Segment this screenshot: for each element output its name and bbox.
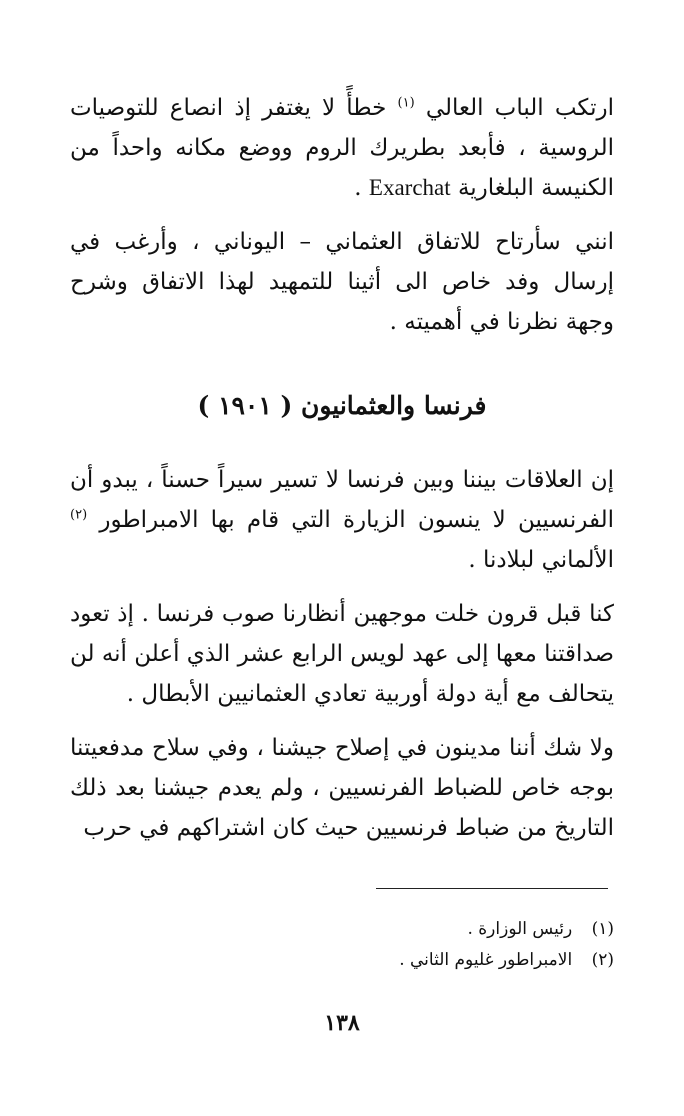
latin-term: Exarchat [368,175,451,200]
paragraph-1-text-a: ارتكب الباب العالي [425,95,615,121]
paragraph-5: ولا شك أننا مدينون في إصلاح جيشنا ، وفي سلاح مدفعيتنا بوجه خاص للضباط الفرنسيين ، ولم يعدم جيشنا بعد ذلك التاريخ من ضباط فرنسيين حيث كان اشتراكهم في حرب [70,735,614,841]
footnote-ref-2: (٢) [70,507,88,523]
paragraph-3-text-a: إن العلاقات بيننا وبين فرنسا لا تسير سيراً حسناً ، يبدو أن الفرنسيين لا ينسون الزيارة التي قام بها الامبراطور [70,467,615,533]
footnotes [70,914,614,976]
paragraph-1-text-b: خطأً لا يغتفر إذ انصاع للتوصيات الروسية ، فأبعد بطريرك الروم ووضع مكانه واحداً من الكنيسة البلغارية [70,95,614,201]
page-body [70,88,614,848]
footnote-1 [70,914,614,945]
paragraph-1-end: . [354,175,362,201]
paragraph-3-text-b: الألماني لبلادنا . [468,547,614,573]
section-heading: فرنسا والعثمانيون ( ١٩٠١ ) [197,391,487,420]
footnote-2-number: (٢) [591,950,614,970]
footnote-ref-1: (١) [397,95,415,111]
paragraph-2: انني سأرتاح للاتفاق العثماني – اليوناني ، وأرغب في إرسال وفد خاص الى أثينا للتمهيد لهذا الاتفاق وشرح وجهة نظرنا في أهميته . [70,229,614,335]
footnote-2 [70,945,614,976]
paragraph-4: كنا قبل قرون خلت موجهين أنظارنا صوب فرنسا . إذ تعود صداقتنا معها إلى عهد لويس الرابع عشر الذي أعلن أنه لن يتحالف مع أية دولة أوربية تعادي العثمانيين الأبطال . [70,601,614,707]
paragraph-3 [70,460,614,580]
page-number: ١٣٨ [324,1010,360,1036]
footnote-separator [376,888,608,889]
footnote-1-number: (١) [591,919,614,939]
paragraph-1 [70,88,614,208]
footnote-1-text: رئيس الوزارة . [467,919,573,939]
footnote-2-text: الامبراطور غليوم الثاني . [399,950,573,970]
